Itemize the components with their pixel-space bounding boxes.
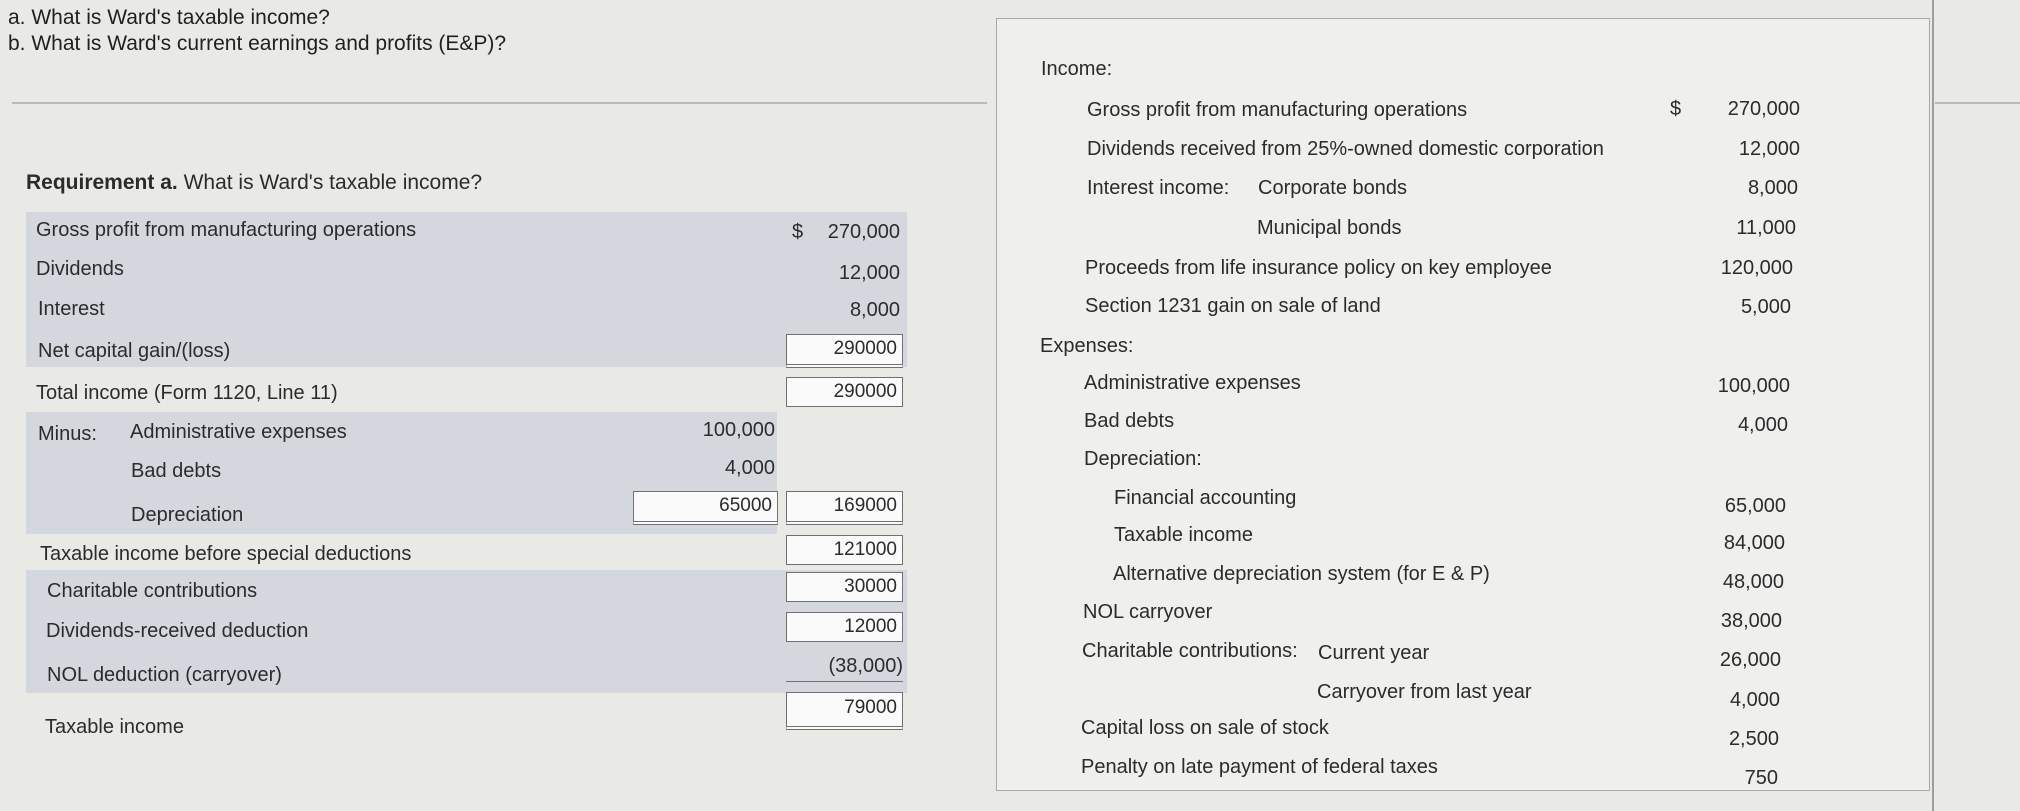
question-a: a. What is Ward's taxable income? bbox=[8, 6, 330, 29]
fact-carryover-label: Carryover from last year bbox=[1317, 681, 1532, 703]
fact-penalty-value: 750 bbox=[1744, 767, 1778, 789]
fact-taxable-label: Taxable income bbox=[1114, 524, 1253, 546]
taxable-income-label: Taxable income bbox=[45, 716, 184, 738]
fact-life-ins-value: 120,000 bbox=[1720, 257, 1793, 279]
fact-interest-label: Interest income: bbox=[1087, 177, 1230, 199]
depreciation-label: Depreciation bbox=[131, 504, 244, 526]
fact-penalty-label: Penalty on late payment of federal taxes bbox=[1081, 756, 1438, 778]
fact-gross-profit-label: Gross profit from manufacturing operations bbox=[1087, 99, 1468, 121]
gross-profit-label: Gross profit from manufacturing operations bbox=[36, 219, 417, 241]
facts-panel bbox=[996, 18, 1930, 791]
fact-bad-debts-label: Bad debts bbox=[1084, 410, 1175, 432]
fact-charitable-label: Charitable contributions: bbox=[1082, 640, 1298, 662]
panel-edge bbox=[1932, 0, 1934, 811]
interest-value: 8,000 bbox=[849, 299, 900, 321]
fact-gross-profit-currency: $ bbox=[1670, 98, 1682, 120]
fact-ads-label: Alternative depreciation system (for E & P) bbox=[1113, 563, 1490, 585]
divider-right bbox=[1935, 102, 2020, 104]
total-income-label: Total income (Form 1120, Line 11) bbox=[36, 382, 338, 404]
question-b: b. What is Ward's current earnings and profits (E&P)? bbox=[8, 32, 507, 55]
income-heading: Income: bbox=[1041, 58, 1113, 80]
requirement-heading bbox=[26, 171, 482, 195]
taxable-income-input[interactable]: 79000 bbox=[786, 692, 903, 730]
fact-fin-acct-value: 65,000 bbox=[1724, 495, 1786, 517]
fact-sec1231-value: 5,000 bbox=[1740, 296, 1791, 318]
fact-gross-profit-value: 270,000 bbox=[1727, 98, 1800, 120]
fact-municipal-label: Municipal bonds bbox=[1257, 217, 1402, 239]
expenses-heading: Expenses: bbox=[1040, 335, 1134, 357]
bad-debts-label: Bad debts bbox=[131, 460, 222, 482]
ti-before-input[interactable]: 121000 bbox=[786, 535, 903, 565]
fact-current-year-label: Current year bbox=[1318, 642, 1430, 664]
ti-before-label: Taxable income before special deductions bbox=[40, 543, 412, 565]
fact-life-ins-label: Proceeds from life insurance policy on key employee bbox=[1085, 257, 1552, 279]
interest-label: Interest bbox=[38, 298, 105, 320]
fact-municipal-value: 11,000 bbox=[1736, 217, 1796, 239]
fact-dividends-value: 12,000 bbox=[1738, 138, 1800, 160]
total-deductions-input[interactable]: 169000 bbox=[786, 491, 903, 525]
fact-dividends-label: Dividends received from 25%-owned domestic corporation bbox=[1087, 138, 1604, 160]
fact-taxable-value: 84,000 bbox=[1723, 532, 1785, 554]
fact-corporate-label: Corporate bonds bbox=[1258, 177, 1407, 199]
gross-profit-currency: $ bbox=[792, 221, 804, 243]
fact-ads-value: 48,000 bbox=[1722, 571, 1784, 593]
nol-label: NOL deduction (carryover) bbox=[47, 664, 282, 686]
fact-cap-loss-value: 2,500 bbox=[1728, 728, 1779, 750]
dividends-value: 12,000 bbox=[838, 262, 900, 284]
admin-value: 100,000 bbox=[702, 419, 775, 441]
fact-admin-value: 100,000 bbox=[1717, 375, 1790, 397]
bad-debts-value: 4,000 bbox=[724, 457, 775, 479]
drd-input[interactable]: 12000 bbox=[786, 612, 903, 642]
dividends-label: Dividends bbox=[36, 258, 124, 280]
requirement-label: Requirement a. bbox=[26, 171, 178, 194]
divider bbox=[12, 102, 987, 104]
net-capital-label: Net capital gain/(loss) bbox=[38, 340, 231, 362]
gross-profit-value: 270,000 bbox=[827, 221, 900, 243]
charitable-label: Charitable contributions bbox=[47, 580, 258, 602]
depreciation-input[interactable]: 65000 bbox=[633, 491, 778, 525]
nol-value: (38,000) bbox=[786, 655, 903, 682]
admin-label: Administrative expenses bbox=[130, 421, 347, 443]
minus-label: Minus: bbox=[38, 423, 97, 445]
fact-current-year-value: 26,000 bbox=[1719, 649, 1781, 671]
total-income-input[interactable]: 290000 bbox=[786, 377, 903, 407]
fact-depreciation-label: Depreciation: bbox=[1084, 448, 1202, 470]
fact-fin-acct-label: Financial accounting bbox=[1114, 487, 1297, 509]
charitable-input[interactable]: 30000 bbox=[786, 572, 903, 602]
fact-sec1231-label: Section 1231 gain on sale of land bbox=[1085, 295, 1381, 317]
fact-admin-label: Administrative expenses bbox=[1084, 372, 1301, 394]
net-capital-input[interactable]: 290000 bbox=[786, 334, 903, 368]
fact-carryover-value: 4,000 bbox=[1729, 689, 1780, 711]
requirement-text: What is Ward's taxable income? bbox=[183, 171, 483, 194]
fact-nol-value: 38,000 bbox=[1720, 610, 1782, 632]
fact-bad-debts-value: 4,000 bbox=[1737, 414, 1788, 436]
drd-label: Dividends-received deduction bbox=[46, 620, 309, 642]
fact-nol-label: NOL carryover bbox=[1083, 601, 1213, 623]
fact-cap-loss-label: Capital loss on sale of stock bbox=[1081, 717, 1329, 739]
fact-corporate-value: 8,000 bbox=[1747, 177, 1798, 199]
